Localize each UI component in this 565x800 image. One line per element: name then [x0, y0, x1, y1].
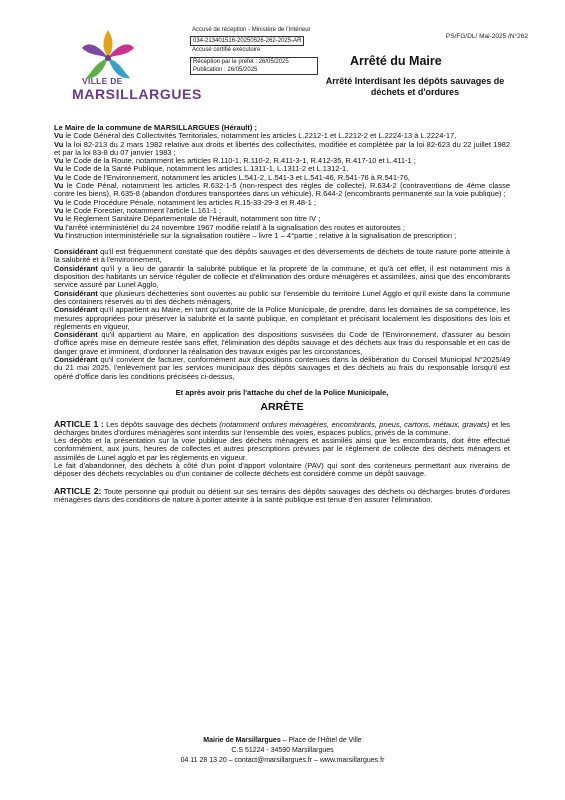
considerant-item: Considérant qu'il est fréquemment constaté que des dépôts sauvages et des déversements de déchets de toute nature porte atteinte à la salubrité et à l'environnement, — [54, 247, 510, 265]
document-title: Arrêté du Maire — [350, 54, 442, 68]
receipt-publication: Publication : 26/05/2025 — [193, 67, 258, 73]
article-1-paragraph: ARTICLE 1 : Les dépôts sauvage des déchets (notamment ordures ménagères, encombrants, pneus, cartons, métaux, gravats) et les décharges brutes d'ordures ménagères sont interdits sur l'ensemble des voies, espaces publics, privés de la commune. — [54, 418, 510, 437]
considerant-list — [54, 248, 510, 381]
document-subtitle: Arrêté Interdisant les dépôts sauvages de déchets et d'ordures — [325, 76, 505, 97]
footer-address: Mairie de Marsillargues – Place de l'Hôtel de Ville — [203, 737, 362, 744]
footer — [0, 736, 565, 766]
receipt-title: Accusé de réception - Ministère de l'Intérieur — [192, 27, 311, 33]
document-reference: PS/FG/DL/ Mai-2025 /N°262 — [445, 33, 528, 40]
vu-item: Vu le Code Pénal, notamment les articles R.632-1-5 (non-respect des règles de collecte), R.634-2 (contraventions de 4ème classe contre les biens), R.635-8 (abandon d'ordures transportées dans un véhicule), R.644-2 (encombrants permanente sur la voie publique) ; — [54, 181, 510, 199]
considerant-item: Considérant qu'il appartient au Maire, en application des dispositions susvisées du Code de l'Environnement, d'assurer au besoin d'office après mise en demeure restée sans effet, l'élimination des dépôts sauvage et des déchets aux frais du responsable et en cas de danger grave et imminent, d'ordonner la réalisation des travaux exigés par les circonstances, — [54, 330, 510, 356]
receipt-prefecture: Réception par le préfet : 26/05/2025 — [193, 59, 289, 65]
considerant-item: Considérant que plusieurs déchetteries sont ouvertes au public sur l'ensemble du territoire Lunel Agglo et qu'il existe dans la commune des containers réservés au tri des déchets ménagers, — [54, 288, 510, 306]
article-2-title: ARTICLE 2: — [54, 485, 102, 496]
receipt-certified: Accusé certifié exécutoire — [192, 47, 261, 53]
vu-item: Vu la loi 82-213 du 2 mars 1982 relative aux droits et libertés des collectivités, modifiée et complétée par la loi 82-623 du 22 juillet 1982 et par la loi 83-8 du 07 janvier 1983 ; — [54, 139, 510, 157]
footer-postal: C.S 51224 - 34590 Marsillargues — [231, 747, 334, 754]
vu-item: Vu le Code de l'Environnement, notamment les articles L.541-2, L.541-3 et L.541-46, R.541-76 à R.541-76, — [54, 172, 410, 182]
document-body — [54, 124, 510, 504]
article-1-detail: Les dépôts et la présentation sur la voie publique des déchets ménagers et assimilés ainsi que les encombrants, doit être effectué conformément, aux jours, heures de collectes et autres prescriptions prévues par le règlement de collecte des déchets ménagers et assimilés de Lunel agglo et par les règlements en vigueur. — [54, 436, 510, 462]
article-1-title: ARTICLE 1 : — [54, 418, 104, 429]
vu-item: Vu le Code de la Route, notamment les articles R.110-1, R.110-2, R.411-3-1, R.412-35, R.417-10 et L.411-1 ; — [54, 156, 416, 166]
intro-line: Le Maire de la commune de MARSILLARGUES (Hérault) ; — [54, 123, 257, 132]
after-notice: Et après avoir pris l'attache du chef de la Police Municipale, — [175, 387, 389, 397]
decree-word: ARRÊTE — [260, 401, 304, 414]
article-1-pav: Le fait d'abandonner, des déchets à côté d'un point d'apport volontaire (PAV) qui sont des conteneurs permettant aux riverains de déposer des déchets recyclables ou d'un container de collecte déchets est considéré comme un dépôt sauvage. — [54, 460, 510, 479]
vu-item: Vu le Code Procédure Pénale, notamment les articles R.15-33-29-3 et R.48-1 ; — [54, 197, 316, 207]
vu-item: Vu le Code Forestier, notamment l'article L.161-1 ; — [54, 205, 222, 215]
vu-item: Vu l'arrêté interministériel du 24 novembre 1967 modifié relatif à la signalisation des routes et autoroutes ; — [54, 222, 405, 232]
vu-item: Vu le Code de la Santé Publique, notamment les articles L.1311-1, L.1311-2 et L.1312-1, — [54, 164, 349, 174]
vu-item: Vu le Règlement Sanitaire Départementale de l'Hérault, notamment son titre IV ; — [54, 214, 321, 224]
considerant-item: Considérant qu'il convient de facturer, conformément aux dispositions contenues dans la délibération du Conseil Municipal N°2025/49 du 21 mai 2025, l'enlèvement par les services municipaux des dépôts sauvages et des déchets au frais du responsable lorsqu'il est opéré d'office dans les conditions précisées ci-dessus, — [54, 355, 510, 381]
article-2-paragraph: ARTICLE 2: Toute personne qui produit ou détient sur ses terrains des dépôts sauvages des déchets ou décharges brutes d'ordures ménagères dans des conditions de nature à porter atteinte à la santé publique est tenue d'en assurer l'élimination. — [54, 485, 511, 504]
logo-line2: MARSILLARGUES — [72, 86, 202, 102]
vu-list — [54, 132, 510, 240]
vu-item: Vu l'instruction interministérielle sur la signalisation routière – livre 1 – 4°partie ; relative à la signalisation de prescription ; — [54, 230, 457, 240]
receipt-id: 034-213401516-20250526-262-2025-AR — [190, 36, 304, 46]
logo-line1: VILLE DE — [82, 76, 123, 86]
footer-contact: 04 11 28 13 20 – contact@marsillargues.fr – www.marsillargues.fr — [180, 757, 385, 764]
considerant-item: Considérant qu'il appartient au Maire, en tant qu'autorité de la Police Municipale, de prendre, dans les domaines de sa compétence, les mesures appropriées pour préserver la salubrité et la santé publique, en complétant et précisant localement les dispositions des lois et règlements en vigueur, — [54, 305, 510, 331]
vu-item: Vu le Code Général des Collectivités Territoriales, notamment les articles L.2212-1 et L.2212-2 et L.2224-13 à L.2224-17, — [54, 131, 457, 141]
receipt-dates-box — [190, 57, 318, 75]
considerant-item: Considérant qu'il y a lieu de garantir la salubrité publique et la propreté de la commune, et qu'à cet effet, il est notamment mis à disposition des habitants un service régulier de collecte et d'élimination des ordure ménagères et assimilées, ainsi que des encombrants service assuré par Lunel Agglo, — [54, 263, 510, 290]
